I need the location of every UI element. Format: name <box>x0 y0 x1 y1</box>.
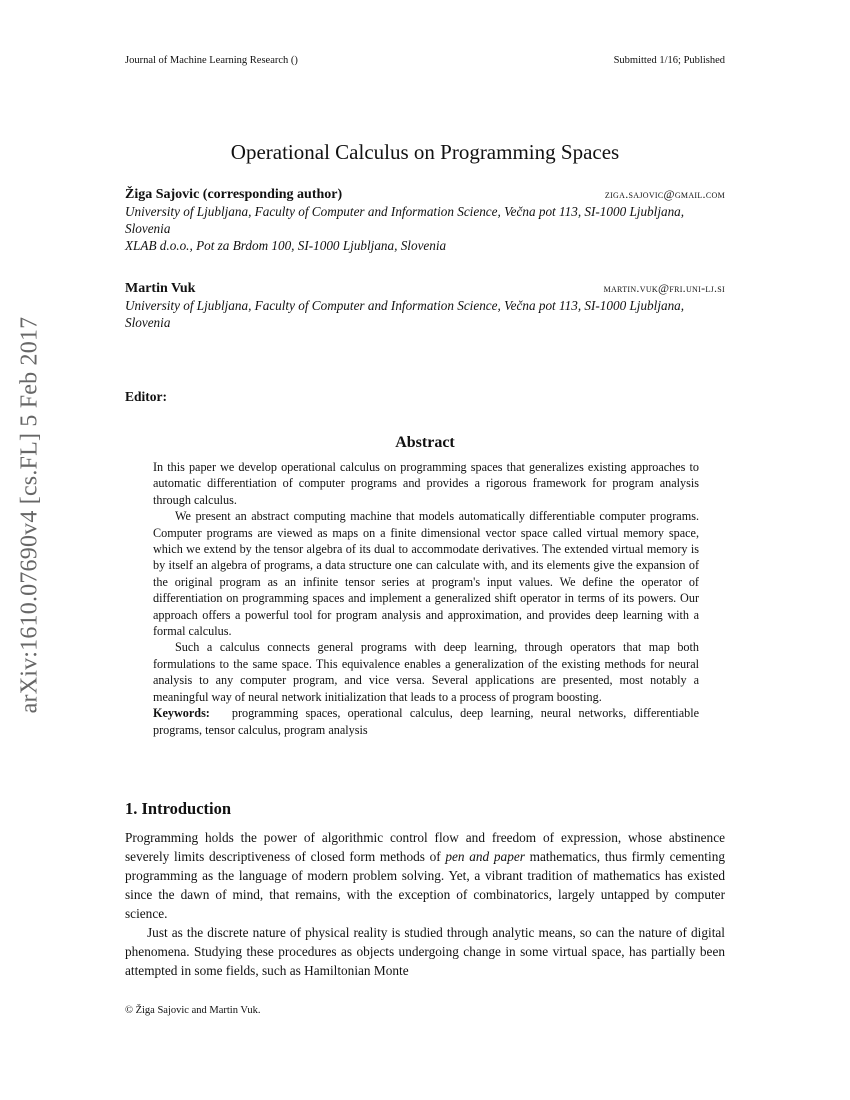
abstract-paragraph: Such a calculus connects general programs with deep learning, through operators that map both formulations to the same space. This equivalence enables a generalization of the existing methods for neural analysis to any computer program, and vice versa. Several applications are presented, most notably a meaningful way of neural network initialization that leads to a process of program boosting. <box>153 640 699 704</box>
abstract-heading: Abstract <box>395 434 455 451</box>
author-name: Žiga Sajovic (corresponding author) <box>125 187 343 202</box>
author-block-1 <box>125 187 725 254</box>
body-text: mathematics, thus firmly cementing programming as the language of modern problem solving. Yet, a vibrant tradition of mathematics has existed since the dawn of mind, that remains, with the exception of combinatorics, largely untapped by computer science. <box>125 849 725 921</box>
emphasis-text: pen and paper <box>445 849 525 864</box>
author-affiliation: University of Ljubljana, Faculty of Computer and Information Science, Večna pot 113, SI-1000 Ljubljana, Slovenia <box>125 204 685 236</box>
introduction-body <box>125 828 725 980</box>
journal-name: Journal of Machine Learning Research () <box>125 55 298 66</box>
arxiv-stamp <box>5 280 55 750</box>
arxiv-identifier: arXiv:1610.07690v4 [cs.FL] 5 Feb 2017 <box>16 316 43 714</box>
keywords-line <box>153 705 699 738</box>
keywords-label: Keywords: <box>153 706 210 721</box>
author-email: ziga.sajovic@gmail.com <box>604 187 725 201</box>
author-email: martin.vuk@fri.uni-lj.si <box>603 281 725 295</box>
author-affiliation: XLAB d.o.o., Pot za Brdom 100, SI-1000 Ljubljana, Slovenia <box>125 238 447 253</box>
abstract-body <box>153 459 699 738</box>
abstract-paragraph: We present an abstract computing machine that models automatically differentiable computer programs. Computer programs are viewed as maps on a finite dimensional vector space called virtual memory space, which we extend by the tensor algebra of its dual to accommodate derivatives. The extended virtual memory is by itself an algebra of programs, a data structure one can calculate with, and its elements give the expansion of the original program as an infinite tensor series at program's input values. We define the operator of differentiation on programming spaces and implement a generalized shift operator in terms of its powers. Our approach offers a powerful tool for program analysis and approximation, and provides deep learning with a formal calculus. <box>153 509 699 639</box>
submission-info: Submitted 1/16; Published <box>613 55 725 66</box>
body-paragraph: Just as the discrete nature of physical reality is studied through analytic means, so can the nature of digital phenomena. Studying these procedures as objects undergoing change in some virtual space, has partially been attempted in some fields, such as Hamiltonian Monte <box>125 925 725 978</box>
running-header <box>125 55 725 66</box>
keywords-list: programming spaces, operational calculus, deep learning, neural networks, differentiable programs, tensor calculus, program analysis <box>153 706 699 737</box>
abstract-paragraph: In this paper we develop operational calculus on programming spaces that generalizes existing approaches to automatic differentiation of computer programs and provides a rigorous framework for program analysis through calculus. <box>153 460 699 507</box>
editor-label: Editor: <box>125 389 167 404</box>
author-block-2 <box>125 281 725 331</box>
author-name: Martin Vuk <box>125 281 196 296</box>
author-affiliation: University of Ljubljana, Faculty of Computer and Information Science, Večna pot 113, SI-1000 Ljubljana, Slovenia <box>125 298 685 330</box>
paper-title: Operational Calculus on Programming Spaces <box>230 140 620 164</box>
section-heading: 1. Introduction <box>125 799 232 818</box>
body-text: Programming holds the power of algorithmic control flow and freedom of expression, whose abstinence severely limits descriptiveness of closed form methods of <box>125 830 725 864</box>
copyright-footer: © Žiga Sajovic and Martin Vuk. <box>125 1005 261 1016</box>
body-paragraph <box>125 828 725 923</box>
